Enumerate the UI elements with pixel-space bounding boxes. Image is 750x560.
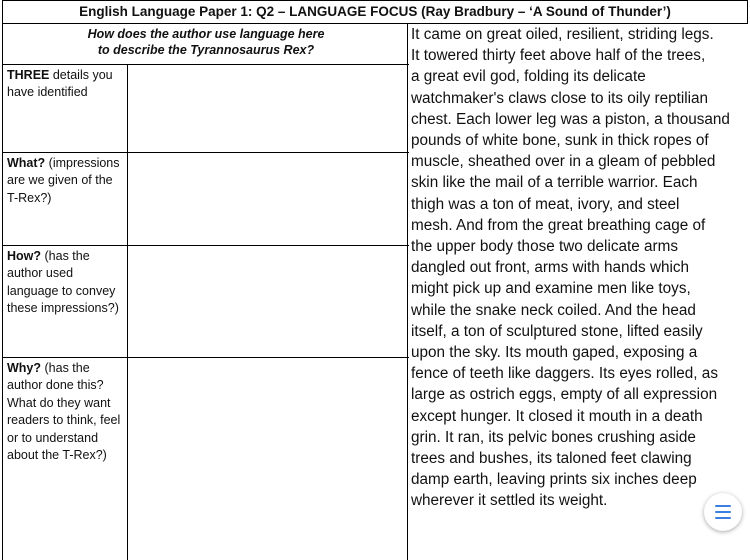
row-label-text: (impressions are we given of the T-Rex?) [7,156,120,205]
analysis-table [2,23,408,560]
question-line-1: How does the author use language here [87,27,325,41]
passage-line: It came on great oiled, resilient, striding legs. [411,26,714,43]
passage-line: the upper body those two delicate arms [411,238,679,256]
table-divider [3,357,409,358]
passage-line: while the snake neck coiled. And the head [411,301,696,319]
passage-line: trees and bushes, its taloned feet clawing [411,450,692,468]
row-label-text: details you have identified [7,68,113,100]
menu-button[interactable] [704,493,742,531]
table-question [3,26,409,58]
passage-line: except hunger. It closed it mouth in a death [411,407,703,425]
passage-line: large as ostrich eggs, empty of all expression [411,386,718,404]
table-divider [3,245,409,246]
hamburger-menu-icon [715,511,731,513]
passage-line: skin like the mail of a terrible warrior. Each [411,174,698,192]
column-divider [127,65,128,560]
passage-line: muscle, sheathed over in a gleam of pebbled [411,153,716,171]
row-label-bold: How? [7,249,42,263]
passage-text [411,24,748,512]
worksheet-title: English Language Paper 1: Q2 – LANGUAGE FOCUS (Ray Bradbury – ‘A Sound of Thunder’) [2,0,748,24]
passage-line: It towered thirty feet above half of the trees, [411,47,706,65]
passage-line: wherever it settled its weight. [411,492,608,510]
passage-line: watchmaker's claws close to its oily reptilian [411,89,709,107]
passage-line: grin. It ran, its pelvic bones crushing aside [411,428,696,446]
hamburger-menu-icon [715,517,731,519]
question-line-2: to describe the Tyrannosaurus Rex? [97,43,315,57]
passage-line: might pick up and examine men like toys, [411,280,691,298]
passage-line: fence of teeth like daggers. Its eyes rolled, as [411,365,718,383]
passage-line: dangled out front, arms with hands which [411,259,690,277]
passage-line: mesh. And from the great breathing cage of [411,216,706,234]
row-label-text: (has the author used language to convey these impressions?) [7,249,119,316]
row-label-how [7,248,125,318]
row-label-what [7,155,125,207]
passage-line: itself, a ton of sculptured stone, lifted easily [411,322,703,340]
passage-line: a great evil god, folding its delicate [411,68,646,86]
passage-line: damp earth, leaving prints six inches deep [411,471,697,489]
row-label-text: (has the author done this? What do they want readers to think, feel or to understand about the T-Rex?) [7,361,121,463]
passage-line: upon the sky. Its mouth gaped, exposing a [411,344,698,362]
passage-line: pounds of white bone, sunk in thick ropes of [411,132,709,150]
row-label-bold: Why? [7,361,42,375]
table-divider [3,64,409,65]
table-divider [3,152,409,153]
row-label-why [7,360,125,464]
passage-line: thigh was a ton of meat, ivory, and steel [411,195,680,213]
row-label-bold: THREE [7,68,50,82]
row-label-bold: What? [7,156,46,170]
row-label-details [7,67,125,102]
hamburger-menu-icon [715,505,731,507]
passage-line: chest. Each lower leg was a piston, a thousand [411,110,730,128]
